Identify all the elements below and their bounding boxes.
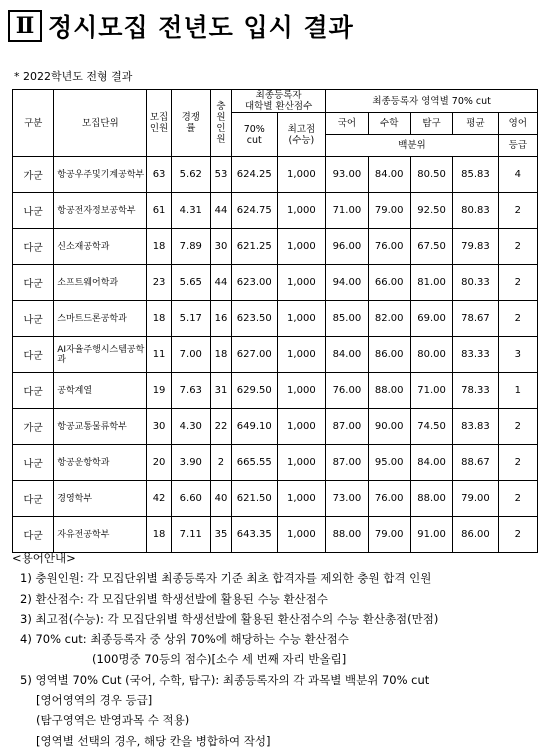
- glossary-item-continuation: (탐구영역은 반영과목 수 적용): [36, 713, 190, 728]
- glossary-section: [12, 548, 438, 751]
- cell-inquiry: 80.50: [410, 157, 452, 193]
- col-header-english: 영어: [498, 113, 537, 135]
- cell-average: 83.33: [453, 337, 499, 373]
- cell-gubun: 다군: [13, 517, 54, 553]
- glossary-item: 1) 충원인원: 각 모집단위별 최종등록자 기준 최초 합격자를 제외한 충원 합격 인원: [20, 571, 432, 586]
- cell-filled: 18: [210, 337, 231, 373]
- cell-average: 79.83: [453, 229, 499, 265]
- glossary-item: 2) 환산점수: 각 모집단위별 학생선발에 활용된 수능 환산점수: [20, 591, 328, 606]
- col-header-inquiry: 탐구: [410, 113, 452, 135]
- cell-recruit: 18: [147, 301, 171, 337]
- cell-cut70: 623.00: [232, 265, 278, 301]
- cell-max: 1,000: [277, 517, 326, 553]
- glossary-item-continuation: [영역별 선택의 경우, 해당 칸을 병합하여 작성]: [36, 733, 271, 748]
- cell-inquiry: 91.00: [410, 517, 452, 553]
- cell-filled: 22: [210, 409, 231, 445]
- cell-unit: 항공교통물류학부: [54, 409, 147, 445]
- col-header-recruit: 모집 인원: [147, 90, 171, 157]
- cell-recruit: 18: [147, 229, 171, 265]
- cell-korean: 93.00: [326, 157, 368, 193]
- cell-inquiry: 81.00: [410, 265, 452, 301]
- cell-inquiry: 88.00: [410, 481, 452, 517]
- table-row: [13, 229, 538, 265]
- cell-cut70: 649.10: [232, 409, 278, 445]
- glossary-item: 4) 70% cut: 최종등록자 중 상위 70%에 해당하는 수능 환산점수: [20, 632, 349, 647]
- cell-max: 1,000: [277, 157, 326, 193]
- table-row: [13, 445, 538, 481]
- cell-korean: 88.00: [326, 517, 368, 553]
- cell-unit: 자유전공학부: [54, 517, 147, 553]
- table-row: [13, 157, 538, 193]
- page-header: [8, 8, 354, 44]
- cell-competition: 7.11: [171, 517, 210, 553]
- col-header-unit: 모집단위: [54, 90, 147, 157]
- cell-english: 1: [498, 373, 537, 409]
- cell-filled: 31: [210, 373, 231, 409]
- cell-english: 2: [498, 481, 537, 517]
- cell-max: 1,000: [277, 265, 326, 301]
- table-caption: * 2022학년도 전형 결과: [14, 70, 133, 83]
- cell-math: 86.00: [368, 337, 410, 373]
- cell-unit: 스마트드론공학과: [54, 301, 147, 337]
- col-header-grade: 등급: [498, 135, 537, 157]
- cell-math: 76.00: [368, 481, 410, 517]
- col-header-gubun: 구분: [13, 90, 54, 157]
- cell-unit: 소프트웨어학과: [54, 265, 147, 301]
- roman-numeral-badge: Ⅱ: [8, 10, 42, 42]
- cell-inquiry: 74.50: [410, 409, 452, 445]
- cell-max: 1,000: [277, 301, 326, 337]
- table-row: [13, 193, 538, 229]
- cell-math: 79.00: [368, 193, 410, 229]
- cell-korean: 73.00: [326, 481, 368, 517]
- cell-math: 76.00: [368, 229, 410, 265]
- table-row: [13, 481, 538, 517]
- cell-cut70: 643.35: [232, 517, 278, 553]
- cell-inquiry: 84.00: [410, 445, 452, 481]
- cell-unit: 항공전자정보공학부: [54, 193, 147, 229]
- cell-competition: 5.17: [171, 301, 210, 337]
- glossary-item-continuation: (100명중 70등의 점수)[소수 세 번째 자리 반올림]: [92, 652, 347, 667]
- cell-competition: 7.89: [171, 229, 210, 265]
- cell-cut70: 623.50: [232, 301, 278, 337]
- cell-inquiry: 92.50: [410, 193, 452, 229]
- cell-recruit: 19: [147, 373, 171, 409]
- cell-english: 4: [498, 157, 537, 193]
- cell-korean: 87.00: [326, 409, 368, 445]
- cell-korean: 85.00: [326, 301, 368, 337]
- cell-english: 3: [498, 337, 537, 373]
- cell-competition: 5.62: [171, 157, 210, 193]
- cell-competition: 7.00: [171, 337, 210, 373]
- col-header-area-cut: 최종등록자 영역별 70% cut: [326, 90, 538, 113]
- cell-cut70: 624.25: [232, 157, 278, 193]
- cell-average: 78.67: [453, 301, 499, 337]
- cell-max: 1,000: [277, 373, 326, 409]
- cell-average: 79.00: [453, 481, 499, 517]
- cell-inquiry: 71.00: [410, 373, 452, 409]
- cell-competition: 6.60: [171, 481, 210, 517]
- cell-english: 2: [498, 265, 537, 301]
- cell-cut70: 624.75: [232, 193, 278, 229]
- cell-korean: 84.00: [326, 337, 368, 373]
- cell-recruit: 63: [147, 157, 171, 193]
- cell-recruit: 42: [147, 481, 171, 517]
- cell-average: 80.83: [453, 193, 499, 229]
- admission-results-table: [12, 89, 538, 553]
- cell-recruit: 30: [147, 409, 171, 445]
- cell-cut70: 621.25: [232, 229, 278, 265]
- cell-korean: 87.00: [326, 445, 368, 481]
- cell-average: 86.00: [453, 517, 499, 553]
- cell-max: 1,000: [277, 409, 326, 445]
- cell-cut70: 629.50: [232, 373, 278, 409]
- cell-filled: 53: [210, 157, 231, 193]
- col-header-percentile: 백분위: [326, 135, 498, 157]
- col-header-max: 최고점 (수능): [277, 113, 326, 157]
- cell-filled: 44: [210, 265, 231, 301]
- cell-math: 95.00: [368, 445, 410, 481]
- cell-average: 83.83: [453, 409, 499, 445]
- cell-competition: 4.30: [171, 409, 210, 445]
- glossary-item: 5) 영역별 70% Cut (국어, 수학, 탐구): 최종등록자의 각 과목별 백분위 70% cut: [20, 672, 430, 687]
- cell-inquiry: 67.50: [410, 229, 452, 265]
- cell-math: 82.00: [368, 301, 410, 337]
- cell-math: 90.00: [368, 409, 410, 445]
- col-header-average: 평균: [453, 113, 499, 135]
- cell-filled: 35: [210, 517, 231, 553]
- cell-cut70: 665.55: [232, 445, 278, 481]
- cell-english: 2: [498, 517, 537, 553]
- cell-unit: AI자율주행시스템공학과: [54, 337, 147, 373]
- cell-recruit: 61: [147, 193, 171, 229]
- cell-max: 1,000: [277, 337, 326, 373]
- cell-filled: 44: [210, 193, 231, 229]
- cell-gubun: 나군: [13, 445, 54, 481]
- cell-unit: 공학계열: [54, 373, 147, 409]
- cell-max: 1,000: [277, 481, 326, 517]
- cell-gubun: 다군: [13, 265, 54, 301]
- cell-max: 1,000: [277, 445, 326, 481]
- cell-recruit: 20: [147, 445, 171, 481]
- cell-gubun: 다군: [13, 337, 54, 373]
- glossary-title: <용어안내>: [12, 551, 76, 565]
- cell-korean: 94.00: [326, 265, 368, 301]
- col-header-final-score: 최종등록자 대학별 환산점수: [232, 90, 326, 113]
- cell-math: 79.00: [368, 517, 410, 553]
- cell-english: 2: [498, 229, 537, 265]
- cell-math: 84.00: [368, 157, 410, 193]
- col-header-korean: 국어: [326, 113, 368, 135]
- col-header-filled: 충 원 인 원: [210, 90, 231, 157]
- cell-competition: 7.63: [171, 373, 210, 409]
- cell-competition: 4.31: [171, 193, 210, 229]
- cell-filled: 40: [210, 481, 231, 517]
- table-row: [13, 409, 538, 445]
- cell-gubun: 나군: [13, 193, 54, 229]
- glossary-item-continuation: [영어영역의 경우 등급]: [36, 693, 153, 708]
- cell-inquiry: 69.00: [410, 301, 452, 337]
- cell-korean: 96.00: [326, 229, 368, 265]
- cell-recruit: 11: [147, 337, 171, 373]
- cell-recruit: 23: [147, 265, 171, 301]
- cell-cut70: 627.00: [232, 337, 278, 373]
- table-row: [13, 337, 538, 373]
- cell-average: 78.33: [453, 373, 499, 409]
- cell-english: 2: [498, 409, 537, 445]
- cell-unit: 항공우주및기계공학부: [54, 157, 147, 193]
- cell-recruit: 18: [147, 517, 171, 553]
- cell-average: 80.33: [453, 265, 499, 301]
- cell-competition: 3.90: [171, 445, 210, 481]
- cell-competition: 5.65: [171, 265, 210, 301]
- cell-gubun: 다군: [13, 373, 54, 409]
- cell-unit: 항공운항학과: [54, 445, 147, 481]
- glossary-item: 3) 최고점(수능): 각 모집단위별 학생선발에 활용된 환산점수의 수능 환산총점(만점): [20, 611, 439, 626]
- table-row: [13, 265, 538, 301]
- col-header-math: 수학: [368, 113, 410, 135]
- cell-filled: 30: [210, 229, 231, 265]
- cell-filled: 16: [210, 301, 231, 337]
- cell-average: 85.83: [453, 157, 499, 193]
- col-header-competition: 경쟁 률: [171, 90, 210, 157]
- table-row: [13, 373, 538, 409]
- cell-english: 2: [498, 193, 537, 229]
- cell-max: 1,000: [277, 229, 326, 265]
- cell-gubun: 가군: [13, 157, 54, 193]
- cell-unit: 신소재공학과: [54, 229, 147, 265]
- cell-math: 66.00: [368, 265, 410, 301]
- cell-max: 1,000: [277, 193, 326, 229]
- cell-korean: 76.00: [326, 373, 368, 409]
- cell-filled: 2: [210, 445, 231, 481]
- table-row: [13, 301, 538, 337]
- table-body: [13, 157, 538, 553]
- col-header-cut70: 70% cut: [232, 113, 278, 157]
- cell-gubun: 나군: [13, 301, 54, 337]
- cell-average: 88.67: [453, 445, 499, 481]
- cell-cut70: 621.50: [232, 481, 278, 517]
- cell-english: 2: [498, 301, 537, 337]
- cell-gubun: 가군: [13, 409, 54, 445]
- cell-korean: 71.00: [326, 193, 368, 229]
- cell-math: 88.00: [368, 373, 410, 409]
- page-title: 정시모집 전년도 입시 결과: [48, 13, 354, 42]
- cell-unit: 경영학부: [54, 481, 147, 517]
- cell-english: 2: [498, 445, 537, 481]
- cell-gubun: 다군: [13, 481, 54, 517]
- cell-gubun: 다군: [13, 229, 54, 265]
- cell-inquiry: 80.00: [410, 337, 452, 373]
